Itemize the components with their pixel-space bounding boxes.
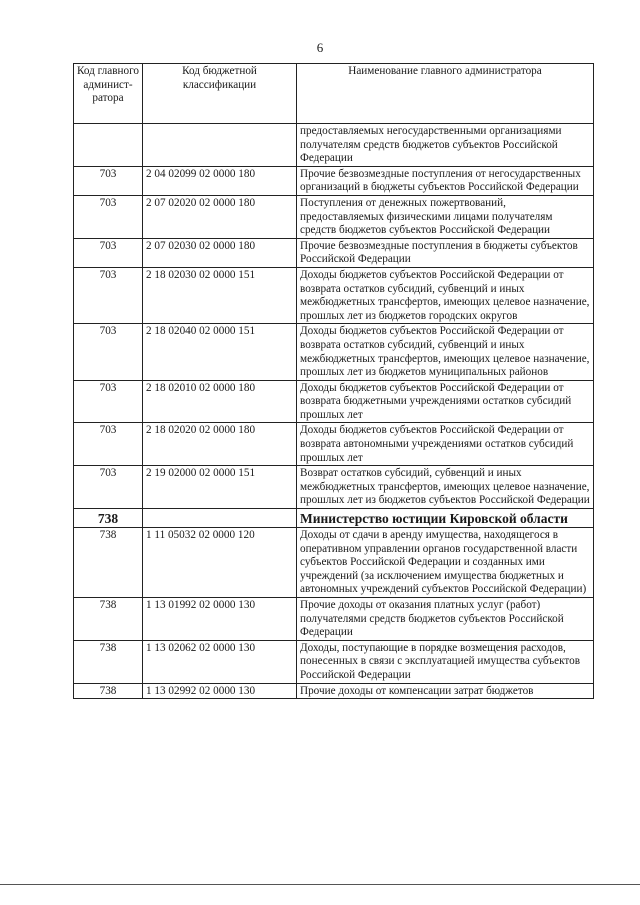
table-row (74, 124, 594, 167)
ministry-name: Министерство юстиции Кировской области (297, 509, 594, 528)
budget-code-cell: 1 11 05032 02 0000 120 (143, 528, 297, 598)
admin-name-cell: Доходы от сдачи в аренду имущества, находящегося в оперативном управлении органов государственной власти субъектов Российской Федерации и созданных ими учреждений (за исключением имущества бюджетных и автономных учреждений субъектов Российской Федерации) (297, 528, 594, 598)
budget-code-cell: 2 18 02020 02 0000 180 (143, 423, 297, 466)
table-row (74, 324, 594, 380)
table-header-row (74, 64, 594, 124)
administrators-table (73, 63, 594, 699)
admin-name-cell: Доходы бюджетов субъектов Российской Федерации от возврата остатков субсидий, субвенций и иных межбюджетных трансфертов, имеющих целевое назначение, прошлых лет из бюджетов муниципальных районов (297, 324, 594, 380)
table-row (74, 380, 594, 423)
table-row (74, 640, 594, 683)
page-number: 6 (316, 40, 324, 55)
budget-code-cell (143, 124, 297, 167)
admin-name-cell: Доходы бюджетов субъектов Российской Федерации от возврата бюджетными учреждениями остатков субсидий прошлых лет (297, 380, 594, 423)
admin-code-cell: 703 (74, 466, 143, 509)
admin-code-cell: 738 (74, 528, 143, 598)
admin-code-cell: 703 (74, 238, 143, 267)
admin-name-cell: Прочие безвозмездные поступления в бюджеты субъектов Российской Федерации (297, 238, 594, 267)
admin-name-cell: Доходы, поступающие в порядке возмещения расходов, понесенных в связи с эксплуатацией имущества субъектов Российской Федерации (297, 640, 594, 683)
budget-code-cell: 1 13 02992 02 0000 130 (143, 683, 297, 699)
admin-code-cell: 738 (74, 598, 143, 641)
admin-code-cell: 703 (74, 380, 143, 423)
table-row (74, 683, 594, 699)
admin-name-cell: Возврат остатков субсидий, субвенций и иных межбюджетных трансфертов, имеющих целевое назначение, прошлых лет из бюджетов субъектов Российской Федерации (297, 466, 594, 509)
budget-code-cell: 2 18 02010 02 0000 180 (143, 380, 297, 423)
admin-code-cell: 703 (74, 195, 143, 238)
admin-code-cell: 703 (74, 267, 143, 323)
page-bottom-rule (0, 884, 640, 885)
admin-code-cell: 738 (74, 683, 143, 699)
admin-name-cell: Прочие безвозмездные поступления от негосударственных организаций в бюджеты субъектов Российской Федерации (297, 166, 594, 195)
admin-code-cell: 703 (74, 423, 143, 466)
table-row (74, 528, 594, 598)
table-row (74, 166, 594, 195)
table-row (74, 195, 594, 238)
admin-name-cell: Доходы бюджетов субъектов Российской Федерации от возврата остатков субсидий, субвенций и иных межбюджетных трансфертов, имеющих целевое назначение, прошлых лет из бюджетов городских округов (297, 267, 594, 323)
ministry-heading-row (74, 509, 594, 528)
admin-code-cell: 703 (74, 324, 143, 380)
header-admin-code: Код главного админист-ратора (74, 64, 143, 124)
admin-name-cell: Доходы бюджетов субъектов Российской Федерации от возврата автономными учреждениями остатков субсидий прошлых лет (297, 423, 594, 466)
admin-name-cell: Прочие доходы от оказания платных услуг (работ) получателями средств бюджетов субъектов Российской Федерации (297, 598, 594, 641)
table-row (74, 267, 594, 323)
budget-code-cell: 1 13 01992 02 0000 130 (143, 598, 297, 641)
budget-code-cell: 1 13 02062 02 0000 130 (143, 640, 297, 683)
budget-code-cell: 2 07 02020 02 0000 180 (143, 195, 297, 238)
budget-code-cell: 2 19 02000 02 0000 151 (143, 466, 297, 509)
header-budget-code: Код бюджетной классификации (143, 64, 297, 124)
ministry-budget-code (143, 509, 297, 528)
admin-code-cell: 738 (74, 640, 143, 683)
budget-code-cell: 2 18 02030 02 0000 151 (143, 267, 297, 323)
ministry-admin-code: 738 (74, 509, 143, 528)
header-admin-name: Наименование главного администратора (297, 64, 594, 124)
admin-code-cell (74, 124, 143, 167)
admin-name-cell: Поступления от денежных пожертвований, предоставляемых физическими лицами получателям средств бюджетов субъектов Российской Федерации (297, 195, 594, 238)
table-row (74, 598, 594, 641)
budget-code-cell: 2 18 02040 02 0000 151 (143, 324, 297, 380)
admin-code-cell: 703 (74, 166, 143, 195)
table-row (74, 238, 594, 267)
budget-code-cell: 2 07 02030 02 0000 180 (143, 238, 297, 267)
budget-code-cell: 2 04 02099 02 0000 180 (143, 166, 297, 195)
table-row (74, 466, 594, 509)
admin-name-cell: предоставляемых негосударственными организациями получателям средств бюджетов субъектов Российской Федерации (297, 124, 594, 167)
admin-name-cell: Прочие доходы от компенсации затрат бюджетов (297, 683, 594, 699)
table-row (74, 423, 594, 466)
